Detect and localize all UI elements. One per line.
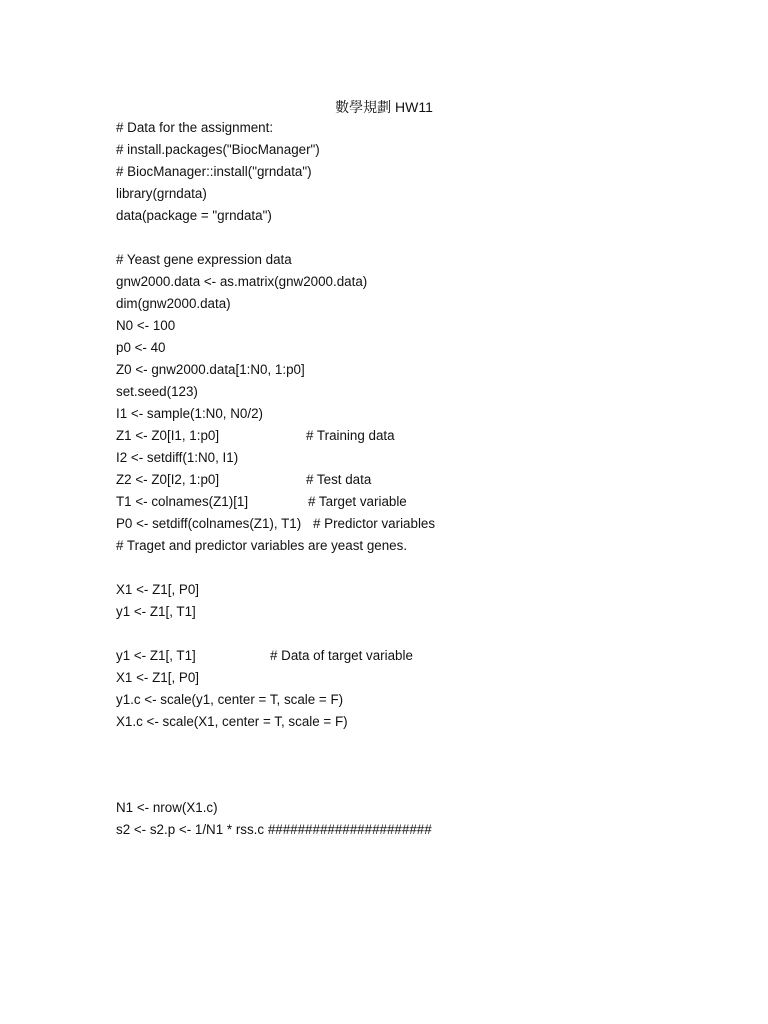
inline-comment-target-data: # Data of target variable xyxy=(270,648,413,663)
code-line-2: # install.packages("BiocManager") xyxy=(116,142,320,157)
code-line-4: library(grndata) xyxy=(116,186,207,201)
code-line-23: y1 <- Z1[, T1] xyxy=(116,604,196,619)
inline-comment-test: # Test data xyxy=(306,472,372,487)
code-line-26: X1 <- Z1[, P0] xyxy=(116,670,199,685)
code-line-16: I2 <- setdiff(1:N0, I1) xyxy=(116,450,239,465)
code-line-19: P0 <- setdiff(colnames(Z1), T1) xyxy=(116,516,302,531)
code-line-1: # Data for the assignment: xyxy=(116,120,274,135)
code-line-22: X1 <- Z1[, P0] xyxy=(116,582,199,597)
code-line-20: # Traget and predictor variables are yeast genes. xyxy=(116,538,408,553)
code-line-9: dim(gnw2000.data) xyxy=(116,296,231,311)
code-line-11: p0 <- 40 xyxy=(116,340,166,355)
code-line-34: s2 <- s2.p <- 1/N1 * rss.c ###################### xyxy=(116,822,432,837)
document-title: 數學規劃 HW11 xyxy=(335,99,433,115)
code-line-28: X1.c <- scale(X1, center = T, scale = F) xyxy=(116,714,348,729)
code-line-5: data(package = "grndata") xyxy=(116,208,272,223)
code-line-10: N0 <- 100 xyxy=(116,318,176,333)
code-line-27: y1.c <- scale(y1, center = T, scale = F) xyxy=(116,692,344,707)
code-line-18: T1 <- colnames(Z1)[1] xyxy=(116,494,249,509)
code-line-14: I1 <- sample(1:N0, N0/2) xyxy=(116,406,263,421)
code-line-17: Z2 <- Z0[I2, 1:p0] xyxy=(116,472,220,487)
code-line-25: y1 <- Z1[, T1] xyxy=(116,648,196,663)
code-line-8: gnw2000.data <- as.matrix(gnw2000.data) xyxy=(116,274,368,289)
code-line-3: # BiocManager::install("grndata") xyxy=(116,164,312,179)
code-line-33: N1 <- nrow(X1.c) xyxy=(116,800,218,815)
inline-comment-training: # Training data xyxy=(306,428,395,443)
code-line-15: Z1 <- Z0[I1, 1:p0] xyxy=(116,428,220,443)
inline-comment-target: # Target variable xyxy=(308,494,407,509)
code-line-13: set.seed(123) xyxy=(116,384,198,399)
code-line-12: Z0 <- gnw2000.data[1:N0, 1:p0] xyxy=(116,362,305,377)
code-line-7: # Yeast gene expression data xyxy=(116,252,292,267)
inline-comment-predictor: # Predictor variables xyxy=(313,516,436,531)
